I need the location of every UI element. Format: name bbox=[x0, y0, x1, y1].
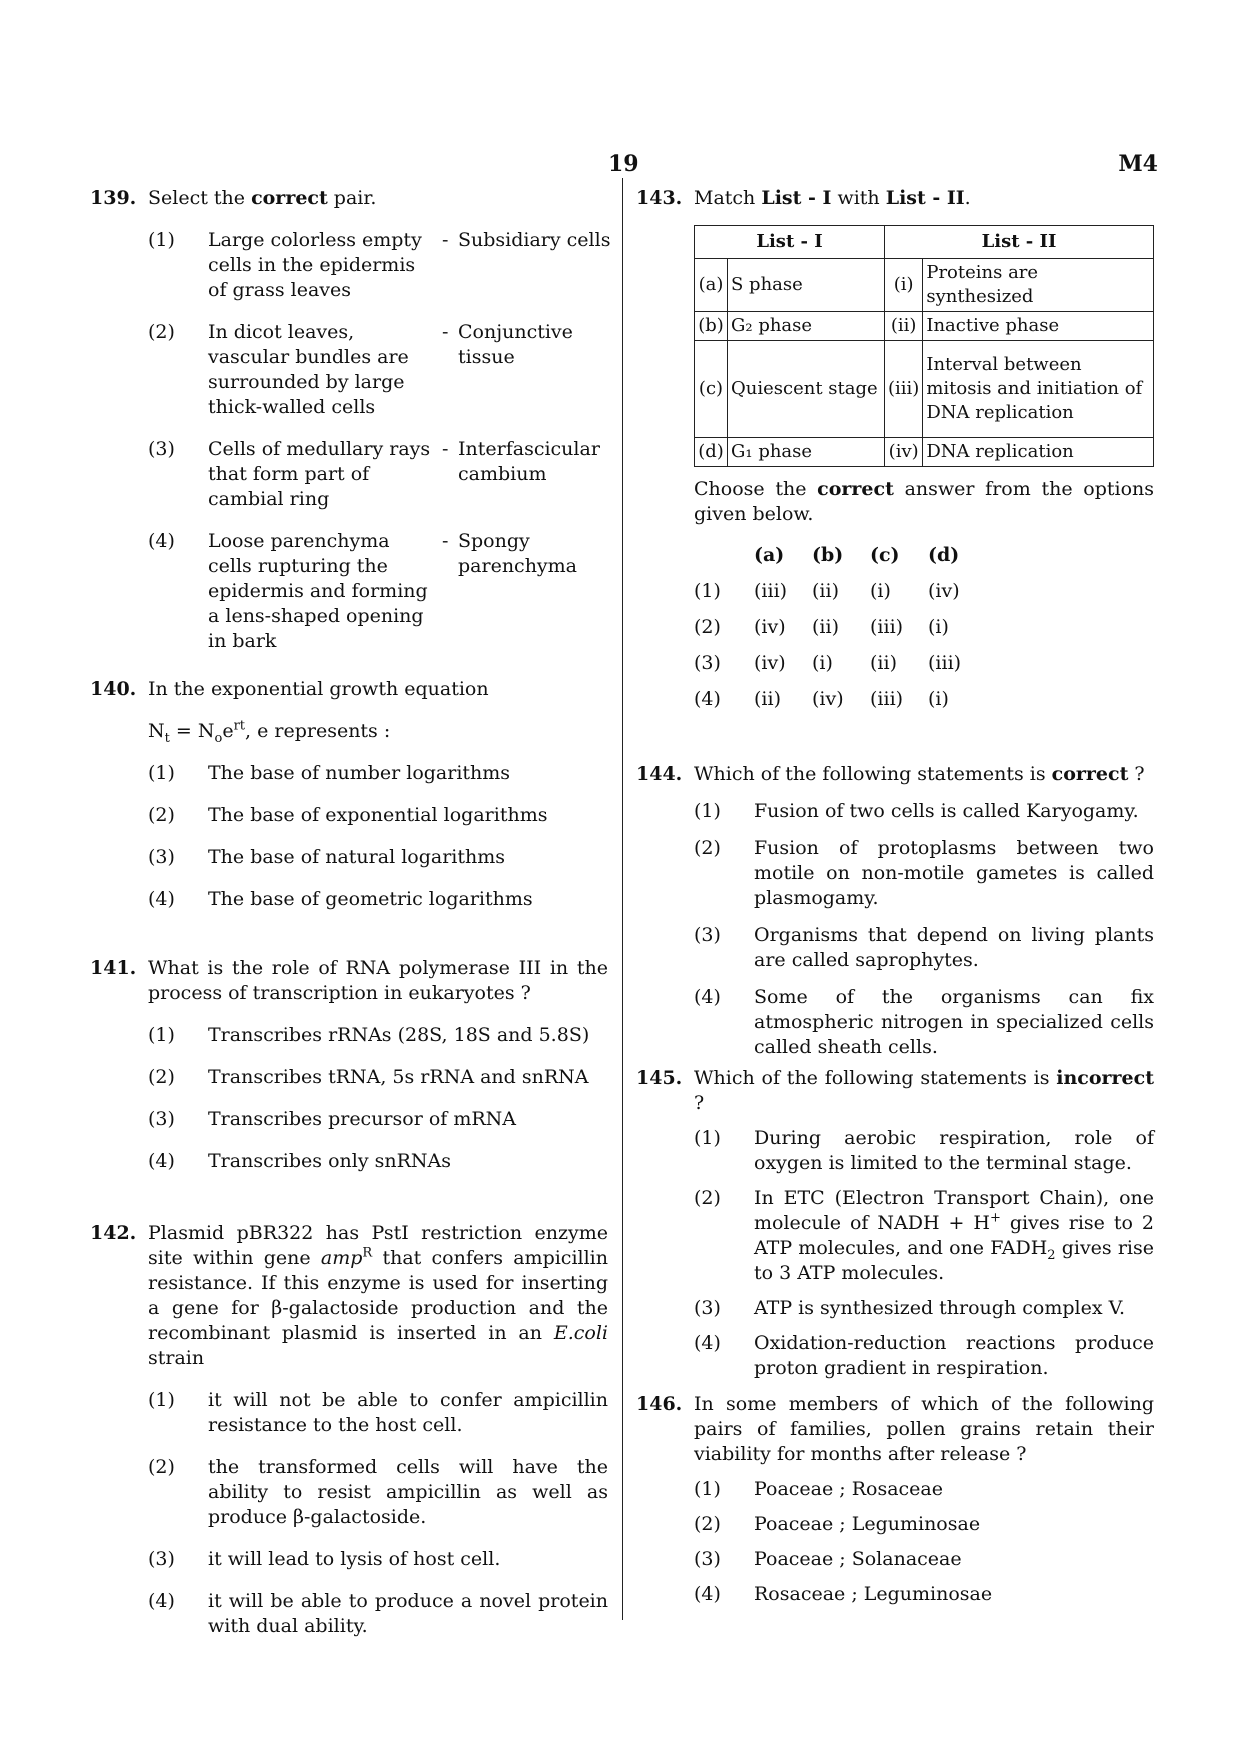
question-143 bbox=[636, 186, 1154, 717]
match-table bbox=[694, 225, 1154, 467]
equation: $N_t = N_oe^{rt}$, e represents : bbox=[148, 718, 391, 746]
option[interactable]: (4) Rosaceae ; Leguminosae bbox=[694, 1583, 993, 1605]
question-stem: Which of the following statements is incorrect ? bbox=[694, 1067, 1154, 1114]
option[interactable]: (1) During aerobic respiration, role of oxygen is limited to the terminal stage. bbox=[694, 1127, 1154, 1174]
option[interactable]: (4) Oxidation-reduction reactions produce proton gradient in respiration. bbox=[694, 1332, 1154, 1379]
option[interactable]: (2) Fusion of protoplasms between two motile on non-motile gametes is called plasmogamy. bbox=[694, 837, 1154, 909]
option[interactable]: (2) Transcribes tRNA, 5s rRNA and snRNA bbox=[148, 1066, 589, 1088]
question-stem: Which of the following statements is correct ? bbox=[694, 763, 1145, 785]
question-146 bbox=[636, 1392, 1154, 1607]
option[interactable]: (3) it will lead to lysis of host cell. bbox=[148, 1548, 501, 1570]
question-stem: In some members of which of the following pairs of families, pollen grains retain their viability for months after release ? bbox=[694, 1393, 1154, 1465]
question-stem: Select the correct pair. bbox=[148, 187, 377, 209]
table-row: (d) G₁ phase (iv) DNA replication bbox=[695, 438, 1154, 467]
question-142 bbox=[90, 1221, 608, 1639]
option[interactable]: (1) The base of number logarithms bbox=[148, 762, 511, 784]
option[interactable]: (3) (iv) (i) (ii) (iii) bbox=[694, 651, 962, 674]
table-row: (c) Quiescent stage (iii) Interval between mitosis and initiation of DNA replication bbox=[695, 341, 1154, 438]
option[interactable]: (2) Poaceae ; Leguminosae bbox=[694, 1513, 981, 1535]
option[interactable]: (4) Loose parenchyma cells rupturing the epidermis and forming a lens-shaped opening in bark - Spongy parenchyma bbox=[148, 530, 578, 652]
option[interactable]: (1) Transcribes rRNAs (28S, 18S and 5.8S) bbox=[148, 1024, 590, 1046]
option[interactable]: (2) The base of exponential logarithms bbox=[148, 804, 548, 826]
option[interactable]: (4) The base of geometric logarithms bbox=[148, 888, 533, 910]
option[interactable]: (4) Transcribes only snRNAs bbox=[148, 1150, 451, 1172]
option[interactable]: (1) Large colorless empty cells in the epidermis of grass leaves - Subsidiary cells bbox=[148, 229, 611, 301]
option[interactable]: (2) In ETC (Electron Transport Chain), one molecule of NADH + H+ gives rise to 2 ATP molecules, and one $FADH_2$ gives rise to 3 ATP molecules. bbox=[694, 1187, 1154, 1284]
option[interactable]: (1) (iii) (ii) (i) (iv) bbox=[694, 579, 960, 602]
option[interactable]: (3) Poaceae ; Solanaceae bbox=[694, 1548, 962, 1570]
answer-grid: (a) (b) (c) (d) (1) (iii) (ii) (i) (iv) (2) (iv) (ii) (iii) (i) (3) (iv) (i) (ii) (iii) (4) (ii) (iv) (iii) (i) bbox=[694, 537, 1154, 717]
question-number: 145. bbox=[636, 1067, 683, 1089]
option[interactable]: (1) Fusion of two cells is called Karyogamy. bbox=[694, 800, 1139, 822]
instruction: Choose the correct answer from the options given below. bbox=[694, 478, 1154, 525]
question-number: 141. bbox=[90, 957, 137, 979]
question-number: 144. bbox=[636, 763, 683, 785]
column-divider bbox=[622, 178, 623, 1620]
question-145 bbox=[636, 1066, 1154, 1381]
question-number: 142. bbox=[90, 1222, 137, 1244]
table-header: List - II bbox=[885, 226, 1154, 259]
table-row: (b) G₂ phase (ii) Inactive phase bbox=[695, 312, 1154, 341]
question-stem: What is the role of RNA polymerase III in the process of transcription in eukaryotes ? bbox=[148, 957, 608, 1004]
option[interactable]: (1) Poaceae ; Rosaceae bbox=[694, 1478, 943, 1500]
option[interactable]: (3) Organisms that depend on living plants are called saprophytes. bbox=[694, 924, 1154, 971]
page-number: 19 bbox=[608, 151, 639, 177]
question-number: 139. bbox=[90, 187, 137, 209]
option[interactable]: (3) Transcribes precursor of mRNA bbox=[148, 1108, 517, 1130]
option[interactable]: (2) In dicot leaves, vascular bundles are surrounded by large thick-walled cells - Conjunctive tissue bbox=[148, 321, 573, 418]
option[interactable]: (3) ATP is synthesized through complex V. bbox=[694, 1297, 1126, 1319]
question-stem: In the exponential growth equation bbox=[148, 678, 489, 700]
option[interactable]: (4) (ii) (iv) (iii) (i) bbox=[694, 687, 949, 710]
option[interactable]: (4) Some of the organisms can fix atmospheric nitrogen in specialized cells called sheath cells. bbox=[694, 986, 1154, 1058]
question-144 bbox=[636, 762, 1154, 1060]
option[interactable]: (2) the transformed cells will have the ability to resist ampicillin as well as produce β-galactoside. bbox=[148, 1456, 608, 1528]
question-number: 140. bbox=[90, 678, 137, 700]
option[interactable]: (4) it will be able to produce a novel protein with dual ability. bbox=[148, 1590, 608, 1637]
question-139 bbox=[90, 186, 611, 654]
question-number: 143. bbox=[636, 187, 683, 209]
option[interactable]: (3) The base of natural logarithms bbox=[148, 846, 505, 868]
question-stem: Plasmid pBR322 has PstI restriction enzyme site within gene amp$^R$ that confers ampicillin resistance. If this enzyme is used for inserting a gene for β-galactoside production and the recombinant plasmid is inserted in an E.coli strain bbox=[148, 1222, 608, 1369]
table-row: (a) S phase (i) Proteins are synthesized bbox=[695, 259, 1154, 312]
question-141 bbox=[90, 956, 608, 1174]
table-header: List - I bbox=[695, 226, 885, 259]
option[interactable]: (3) Cells of medullary rays that form part of cambial ring - Interfascicular cambium bbox=[148, 438, 600, 510]
option[interactable]: (2) (iv) (ii) (iii) (i) bbox=[694, 615, 949, 638]
question-number: 146. bbox=[636, 1393, 683, 1415]
question-stem: Match List - I with List - II. bbox=[694, 187, 971, 209]
question-140 bbox=[90, 677, 608, 912]
option[interactable]: (1) it will not be able to confer ampicillin resistance to the host cell. bbox=[148, 1389, 608, 1436]
paper-code: M4 bbox=[1118, 151, 1158, 177]
